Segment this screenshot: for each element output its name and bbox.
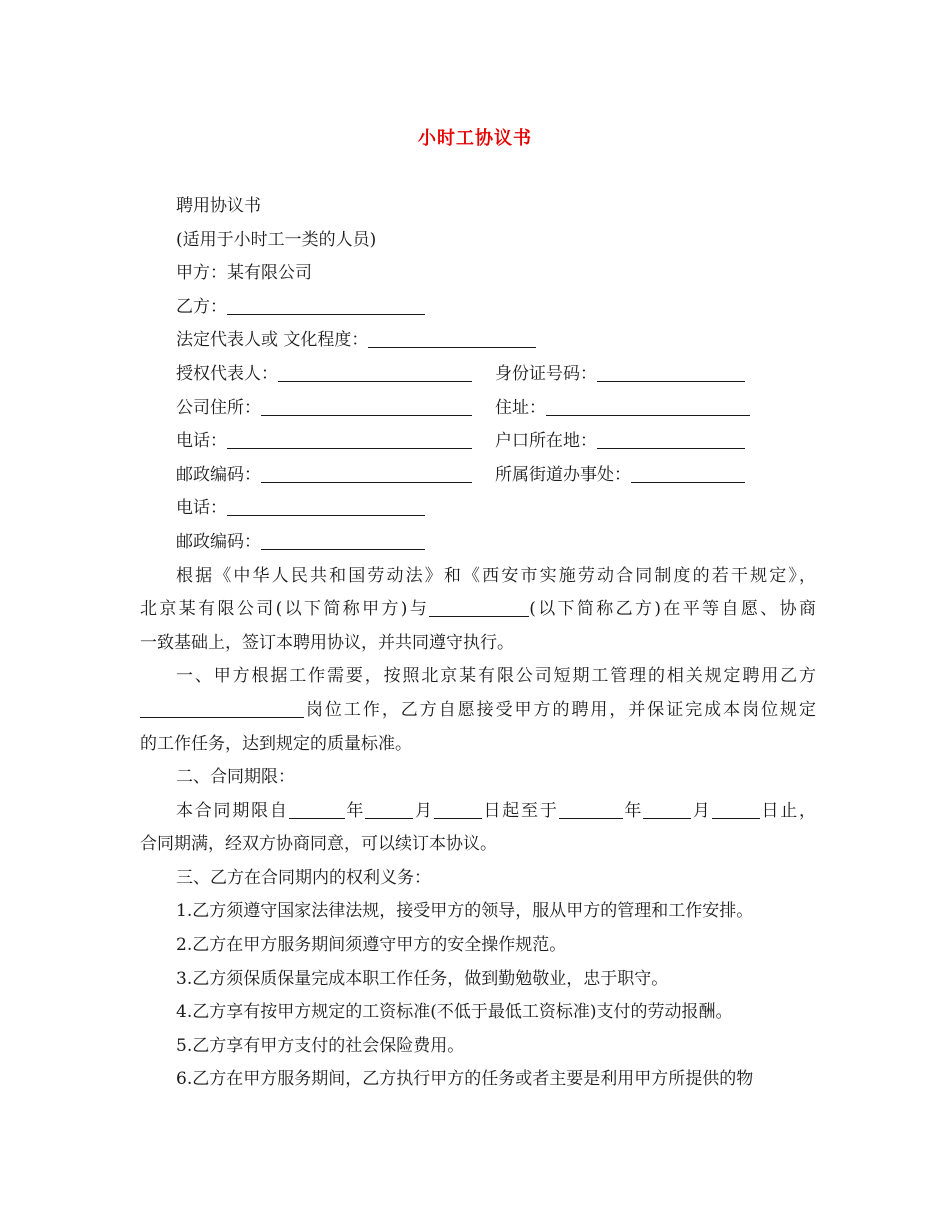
- end-day-blank[interactable]: [712, 798, 760, 819]
- start-month-blank[interactable]: [365, 798, 413, 819]
- hukou-blank[interactable]: [597, 428, 745, 449]
- auth-rep-blank[interactable]: [278, 361, 472, 382]
- postcode-blank[interactable]: [261, 462, 472, 483]
- rep-label: 法定代表人或: [176, 330, 278, 351]
- list-item: 3.乙方须保质保量完成本职工作任务，做到勤勉敬业，忠于职守。: [176, 968, 669, 989]
- auth-rep-label: 授权代表人：: [176, 363, 278, 384]
- id-blank[interactable]: [597, 361, 745, 382]
- start-day-blank[interactable]: [434, 798, 482, 819]
- para1-line2-start: 北京某有限公司(以下简称甲方)与: [140, 599, 430, 620]
- term-month2: 月: [691, 800, 712, 821]
- address-label: 住址：: [495, 397, 546, 418]
- document-title: 小时工协议书: [418, 128, 532, 149]
- street-office-label: 所属街道办事处：: [495, 464, 631, 485]
- company-address-blank[interactable]: [261, 395, 472, 416]
- para2-line1: 一、甲方根据工作需要，按照北京某有限公司短期工管理的相关规定聘用乙方: [176, 666, 816, 687]
- term-year: 年: [344, 800, 366, 821]
- postcode2-line: [140, 526, 816, 560]
- phone2-label: 电话：: [176, 498, 227, 519]
- party-b-name-blank[interactable]: [429, 596, 529, 617]
- agreement-heading: 聘用协议书: [176, 196, 261, 216]
- id-label: 身份证号码：: [495, 363, 597, 384]
- list-item: 5.乙方享有甲方支付的社会保险费用。: [176, 1035, 465, 1056]
- phone-label: 电话：: [176, 431, 227, 452]
- company-address-line: [140, 392, 816, 426]
- para2-line2-text: 岗位工作，乙方自愿接受甲方的聘用，并保证完成本岗位规定: [304, 699, 816, 720]
- para1-line3: 一致基础上，签订本聘用协议，并共同遵守执行。: [140, 632, 514, 653]
- agreement-subheading: (适用于小时工一类的人员): [176, 229, 377, 250]
- para1-line2-end: (以下简称乙方)在平等自愿、协商: [529, 599, 817, 620]
- postcode2-blank[interactable]: [261, 529, 425, 550]
- term-month: 月: [413, 800, 434, 821]
- start-year-blank[interactable]: [289, 798, 345, 819]
- phone-blank[interactable]: [227, 428, 472, 449]
- address-field: [495, 392, 750, 426]
- para2-line2: [140, 694, 816, 728]
- term-day-to: 日止，: [759, 800, 817, 821]
- section3-heading: 三、乙方在合同期内的权利义务：: [176, 867, 431, 888]
- end-year-blank[interactable]: [559, 798, 623, 819]
- phone-hukou-line: [140, 425, 816, 459]
- party-a-line: 甲方：某有限公司: [176, 263, 312, 284]
- list-item: 2.乙方在甲方服务期间须遵守甲方的安全操作规范。: [176, 935, 567, 956]
- auth-rep-line: [140, 358, 816, 392]
- term-year2: 年: [622, 800, 644, 821]
- party-b-blank[interactable]: [227, 294, 425, 315]
- hukou-label: 户口所在地：: [495, 431, 597, 452]
- section2-heading: 二、合同期限：: [176, 767, 295, 788]
- phone2-line: [140, 492, 816, 526]
- phone2-blank[interactable]: [227, 495, 425, 516]
- address-blank[interactable]: [546, 395, 750, 416]
- end-month-blank[interactable]: [643, 798, 691, 819]
- postcode-label: 邮政编码：: [176, 464, 261, 485]
- list-item: 4.乙方享有按甲方规定的工资标准(不低于最低工资标准)支付的劳动报酬。: [176, 1002, 733, 1023]
- postcode-street-line: [140, 459, 816, 493]
- education-label: 文化程度：: [283, 330, 369, 351]
- hukou-field: [495, 425, 745, 459]
- position-blank[interactable]: [140, 697, 304, 718]
- party-b-line: [140, 291, 816, 325]
- id-number-field: [495, 358, 745, 392]
- postcode2-label: 邮政编码：: [176, 531, 261, 552]
- term-day-from: 日起至于: [481, 800, 559, 821]
- list-item: 1.乙方须遵守国家法律法规，接受甲方的领导，服从甲方的管理和工作安排。: [176, 901, 754, 922]
- para1-line1: 根据《中华人民共和国劳动法》和《西安市实施劳动合同制度的若干规定》，: [176, 565, 816, 586]
- street-office-blank[interactable]: [631, 462, 745, 483]
- term-line2: 合同期满，经双方协商同意，可以续订本协议。: [140, 834, 497, 855]
- document-body: [140, 190, 816, 1097]
- para2-line3: 的工作任务，达到规定的质量标准。: [140, 733, 412, 754]
- company-address-label: 公司住所：: [176, 397, 261, 418]
- street-office-field: [495, 459, 745, 493]
- term-prefix: 本合同期限自: [176, 800, 289, 821]
- education-blank[interactable]: [368, 327, 536, 348]
- party-b-label: 乙方：: [176, 296, 227, 317]
- term-line1: [140, 795, 816, 829]
- list-item: 6.乙方在甲方服务期间，乙方执行甲方的任务或者主要是利用甲方所提供的物: [176, 1069, 754, 1090]
- para1-line2: [140, 593, 816, 627]
- rep-education-line: [140, 324, 816, 358]
